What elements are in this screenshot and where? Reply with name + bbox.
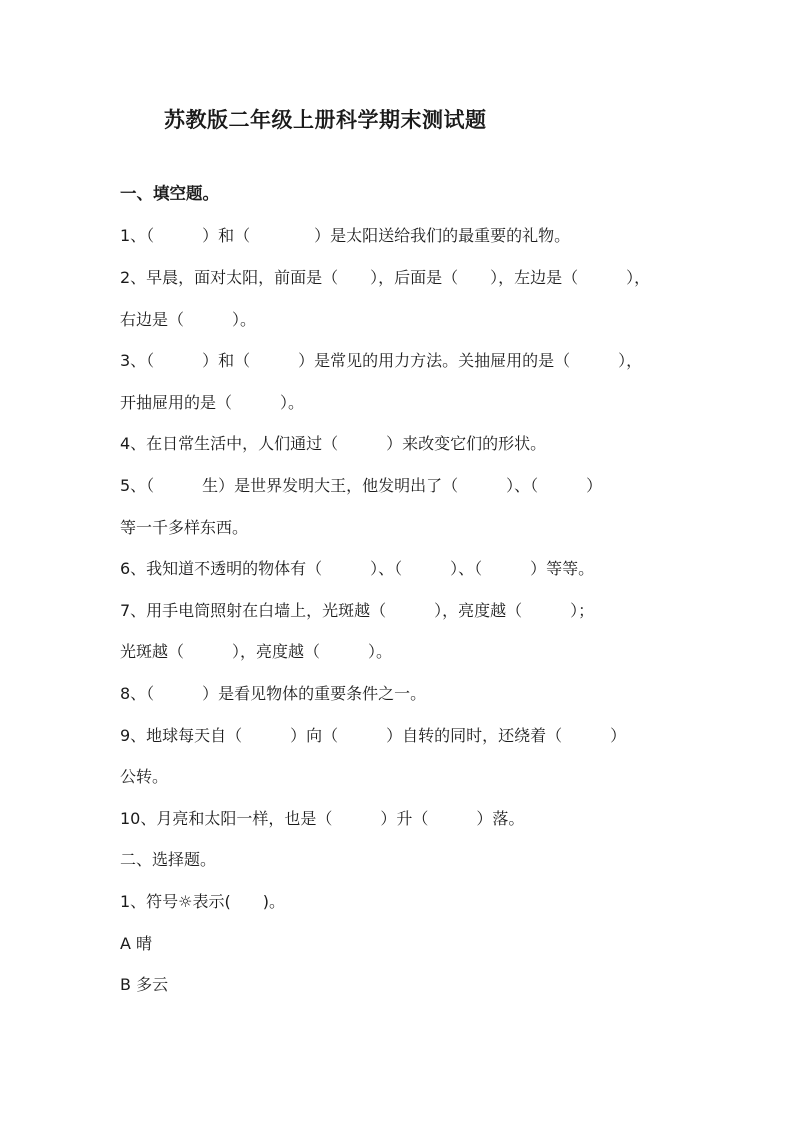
question-line: 5、（ 生）是世界发明大王，他发明出了（ ）、（ ）	[120, 476, 603, 495]
question-line: 1、符号☼表示( )。	[120, 892, 286, 911]
question-line: 3、（ ）和（ ）是常见的用力方法。关抽屉用的是（ ），	[120, 351, 643, 370]
question-line: 7、用手电筒照射在白墙上，光斑越（ ），亮度越（ ）；	[120, 601, 595, 620]
section-heading-choice: 二、选择题。	[120, 850, 217, 869]
question-line: 8、（ ）是看见物体的重要条件之一。	[120, 684, 427, 703]
question-line: 2、早晨，面对太阳，前面是（ ），后面是（ ），左边是（ ），	[120, 268, 651, 287]
question-line: 9、地球每天自（ ）向（ ）自转的同时，还绕着（ ）	[120, 726, 627, 745]
question-line: 公转。	[120, 767, 169, 786]
answer-option-a: A 晴	[120, 934, 153, 953]
question-line: 等一千多样东西。	[120, 518, 249, 537]
answer-option-b: B 多云	[120, 975, 169, 994]
document-title: 苏教版二年级上册科学期末测试题	[164, 108, 487, 132]
question-line: 光斑越（ ），亮度越（ ）。	[120, 642, 393, 661]
question-line: 开抽屉用的是（ ）。	[120, 393, 305, 412]
question-line: 10、月亮和太阳一样，也是（ ）升（ ）落。	[120, 809, 525, 828]
question-line: 6、我知道不透明的物体有（ ）、（ ）、（ ）等等。	[120, 559, 595, 578]
question-line: 1、（ ）和（ ）是太阳送给我们的最重要的礼物。	[120, 226, 571, 245]
section-heading-fill-blank: 一、填空题。	[120, 184, 219, 203]
question-line: 右边是（ ）。	[120, 310, 257, 329]
question-line: 4、在日常生活中，人们通过（ ）来改变它们的形状。	[120, 434, 547, 453]
